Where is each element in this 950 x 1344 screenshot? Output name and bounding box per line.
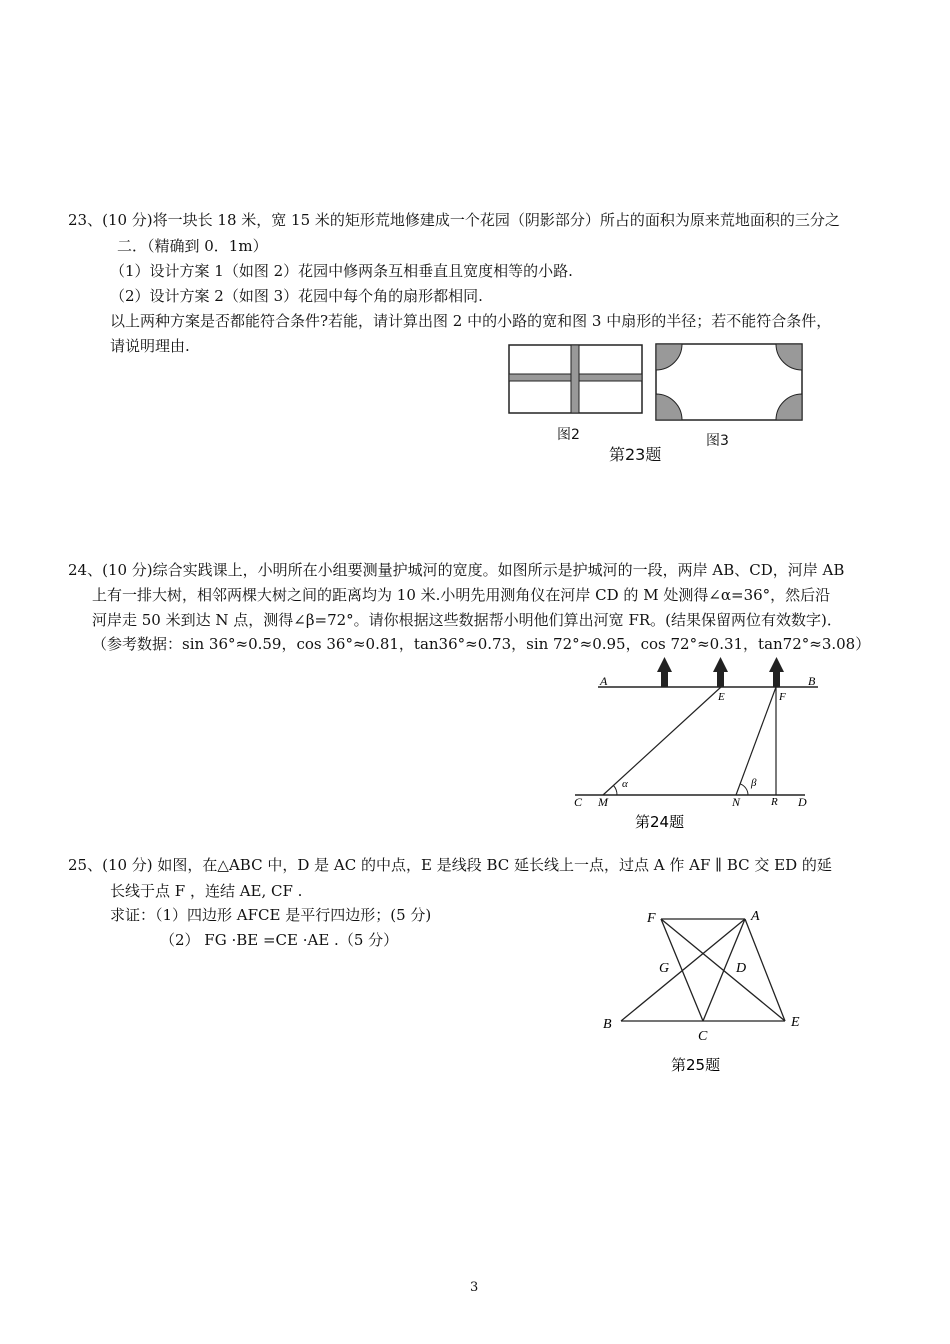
label-A: A: [751, 909, 760, 924]
label-R: R: [771, 796, 778, 808]
figure-3-corner-sectors: [654, 342, 806, 422]
q23-line-2: 二．（精确到 0．1m）: [117, 237, 268, 255]
q23-figure-caption: 第23题: [609, 445, 662, 464]
q24-figure-caption: 第24题: [635, 813, 685, 831]
label-C: C: [574, 795, 583, 809]
q23-line-1: 23、(10 分)将一块长 18 米，宽 15 米的矩形荒地修建成一个花园（阴影部分）所占的面积为原来荒地面积的三分之: [68, 211, 840, 229]
label-M: M: [598, 795, 608, 809]
q24-line-1: 24、(10 分)综合实践课上，小明所在小组要测量护城河的宽度。如图所示是护城河的一段，两岸 AB、CD，河岸 AB: [68, 561, 845, 579]
label-G: G: [659, 961, 670, 976]
label-F: F: [647, 911, 656, 926]
q25-figure-caption: 第25题: [671, 1056, 721, 1074]
label-alpha: α: [622, 778, 628, 790]
label-beta: β: [751, 777, 757, 789]
q24-line-4: （参考数据：sin 36°≈0.59，cos 36°≈0.81，tan36°≈0.73，sin 72°≈0.95，cos 72°≈0.31，tan72°≈3.08）: [92, 635, 871, 653]
figure-2-cross-paths: [508, 344, 644, 416]
q24-line-2: 上有一排大树，相邻两棵大树之间的距离均为 10 米.小明先用测角仪在河岸 CD 的 M 处测得∠α=36°，然后沿: [92, 586, 831, 604]
q23-line-6: 请说明理由.: [110, 337, 190, 355]
figure-3-caption: 图3: [706, 433, 729, 449]
label-E: E: [791, 1015, 800, 1030]
q23-line-3: （1）设计方案 1（如图 2）花园中修两条互相垂直且宽度相等的小路.: [110, 262, 573, 280]
q24-line-3: 河岸走 50 米到达 N 点，测得∠β=72°。请你根据这些数据帮小明他们算出河宽 FR。(结果保留两位有效数字)．: [92, 611, 842, 629]
label-C: C: [698, 1029, 708, 1044]
figure-25-parallelogram: [595, 900, 815, 1080]
label-N: N: [732, 795, 741, 809]
q25-line-4: （2） FG ·BE =CE ·AE .（5 分）: [160, 931, 399, 949]
q23-line-5: 以上两种方案是否都能符合条件?若能，请计算出图 2 中的小路的宽和图 3 中扇形的半径；若不能符合条件，: [110, 312, 832, 330]
q25-line-3: 求证：（1）四边形 AFCE 是平行四边形；(5 分): [110, 906, 432, 924]
label-B: B: [603, 1017, 612, 1032]
page-number: 3: [470, 1280, 479, 1295]
label-B: B: [808, 674, 816, 688]
q25-line-2: 长线于点 F ，连结 AE, CF .: [110, 882, 303, 900]
label-D: D: [736, 961, 747, 976]
label-F: F: [779, 691, 786, 703]
figure-24-river-diagram: [560, 655, 860, 840]
label-E: E: [718, 691, 725, 703]
label-D: D: [798, 795, 807, 809]
q25-line-1: 25、(10 分) 如图，在△ABC 中，D 是 AC 的中点，E 是线段 BC 延长线上一点，过点 A 作 AF ∥ BC 交 ED 的延: [68, 856, 832, 874]
figure-2-caption: 图2: [557, 427, 580, 443]
q23-line-4: （2）设计方案 2（如图 3）花园中每个角的扇形都相同.: [110, 287, 483, 305]
label-A: A: [600, 674, 608, 688]
